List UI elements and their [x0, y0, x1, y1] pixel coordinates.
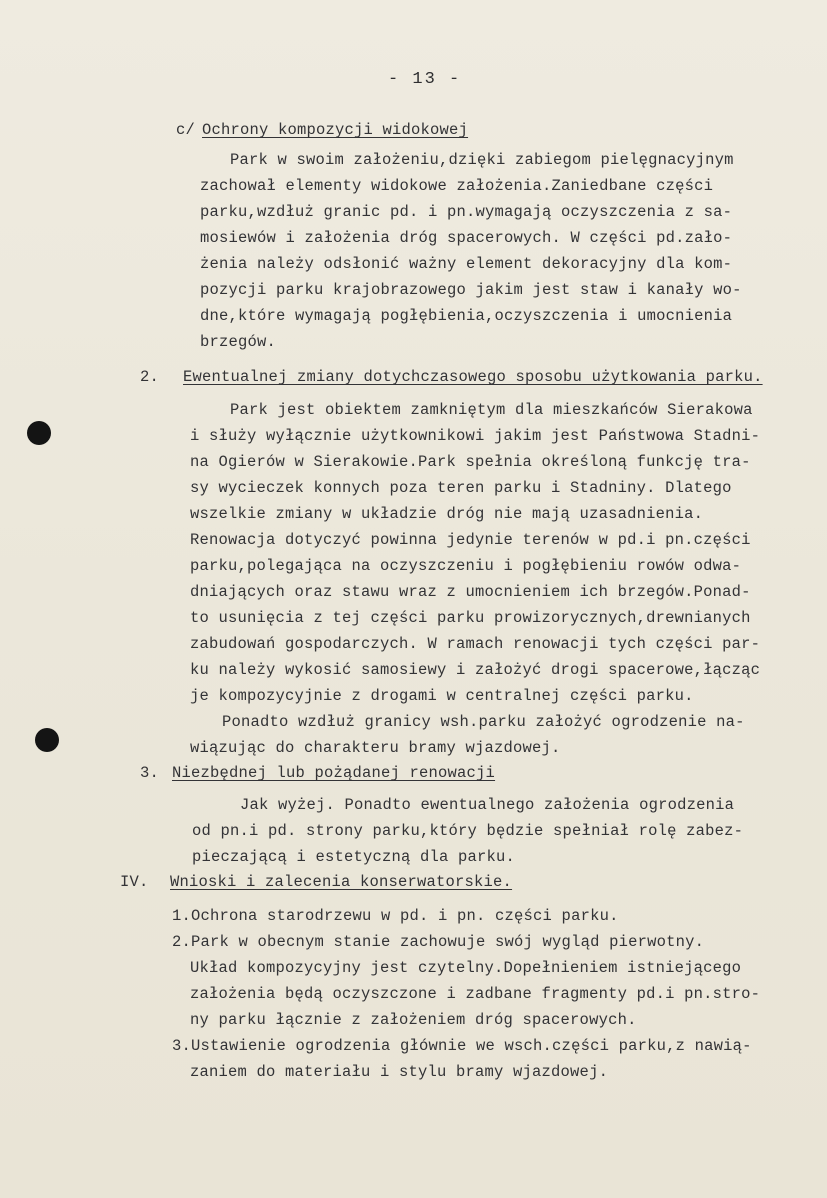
text-line: Renowacja dotyczyć powinna jedynie terenów w pd.i pn.części	[190, 531, 751, 549]
section-IV-number: IV.	[120, 873, 149, 891]
text-line: Ponadto wzdłuż granicy wsh.parku założyć ogrodzenie na-	[222, 713, 745, 731]
text-line: ku należy wykosić samosiewy i założyć drogi spacerowe,łącząc	[190, 661, 761, 679]
text-line: Układ kompozycyjny jest czytelny.Dopełnieniem istniejącego	[190, 959, 742, 977]
text-line: wiązując do charakteru bramy wjazdowej.	[190, 739, 561, 757]
text-line: zabudowań gospodarczych. W ramach renowacji tych części par-	[190, 635, 761, 653]
section-c-heading: Ochrony kompozycji widokowej	[202, 121, 469, 139]
text-line: żenia należy odsłonić ważny element dekoracyjny dla kom-	[200, 255, 733, 273]
page-number: - 13 -	[388, 70, 462, 89]
text-line: dne,które wymagają pogłębienia,oczyszczenia i umocnienia	[200, 307, 733, 325]
section-3-heading: Niezbędnej lub pożądanej renowacji	[172, 764, 496, 782]
text-line: sy wycieczek konnych poza teren parku i Stadniny. Dlatego	[190, 479, 732, 497]
text-line: zachował elementy widokowe założenia.Zaniedbane części	[200, 177, 714, 195]
punch-hole-lower	[35, 728, 59, 752]
text-line: założenia będą oczyszczone i zadbane fragmenty pd.i pn.stro-	[190, 985, 761, 1003]
text-line: dniających oraz stawu wraz z umocnieniem ich brzegów.Ponad-	[190, 583, 751, 601]
text-line: pieczającą i estetyczną dla parku.	[192, 848, 516, 866]
text-line: od pn.i pd. strony parku,który będzie spełniał rolę zabez-	[192, 822, 744, 840]
text-line: brzegów.	[200, 333, 277, 351]
text-line: Jak wyżej. Ponadto ewentualnego założenia ogrodzenia	[240, 796, 735, 814]
text-line: i służy wyłącznie użytkownikowi jakim jest Państwowa Stadni-	[190, 427, 761, 445]
text-line: pozycji parku krajobrazowego jakim jest staw i kanały wo-	[200, 281, 742, 299]
section-3-number: 3.	[140, 764, 160, 782]
text-line: na Ogierów w Sierakowie.Park spełnia określoną funkcję tra-	[190, 453, 751, 471]
text-line: to usunięcia z tej części parku prowizorycznych,drewnianych	[190, 609, 751, 627]
text-line: zaniem do materiału i stylu bramy wjazdowej.	[190, 1063, 609, 1081]
text-line: je kompozycyjnie z drogami w centralnej części parku.	[190, 687, 694, 705]
text-line: Park jest obiektem zamkniętym dla mieszkańców Sierakowa	[230, 401, 753, 419]
text-line: 2.Park w obecnym stanie zachowuje swój wygląd pierwotny.	[172, 933, 705, 951]
section-2-heading: Ewentualnej zmiany dotychczasowego sposobu użytkowania parku.	[183, 368, 763, 386]
text-line: mosiewów i założenia dróg spacerowych. W części pd.zało-	[200, 229, 733, 247]
text-line: wszelkie zmiany w układzie dróg nie mają uzasadnienia.	[190, 505, 704, 523]
text-line: 3.Ustawienie ogrodzenia głównie we wsch.części parku,z nawią-	[172, 1037, 752, 1055]
text-line: Park w swoim założeniu,dzięki zabiegom pielęgnacyjnym	[230, 151, 734, 169]
text-line: parku,wzdłuż granic pd. i pn.wymagają oczyszczenia z sa-	[200, 203, 733, 221]
text-line: parku,polegająca na oczyszczeniu i pogłębieniu rowów odwa-	[190, 557, 742, 575]
section-2-number: 2.	[140, 368, 160, 386]
text-line: 1.Ochrona starodrzewu w pd. i pn. części parku.	[172, 907, 619, 925]
punch-hole-upper	[27, 421, 51, 445]
section-c-prefix: c/	[176, 121, 196, 139]
text-line: ny parku łącznie z założeniem dróg spacerowych.	[190, 1011, 637, 1029]
section-IV-heading: Wnioski i zalecenia konserwatorskie.	[170, 873, 513, 891]
